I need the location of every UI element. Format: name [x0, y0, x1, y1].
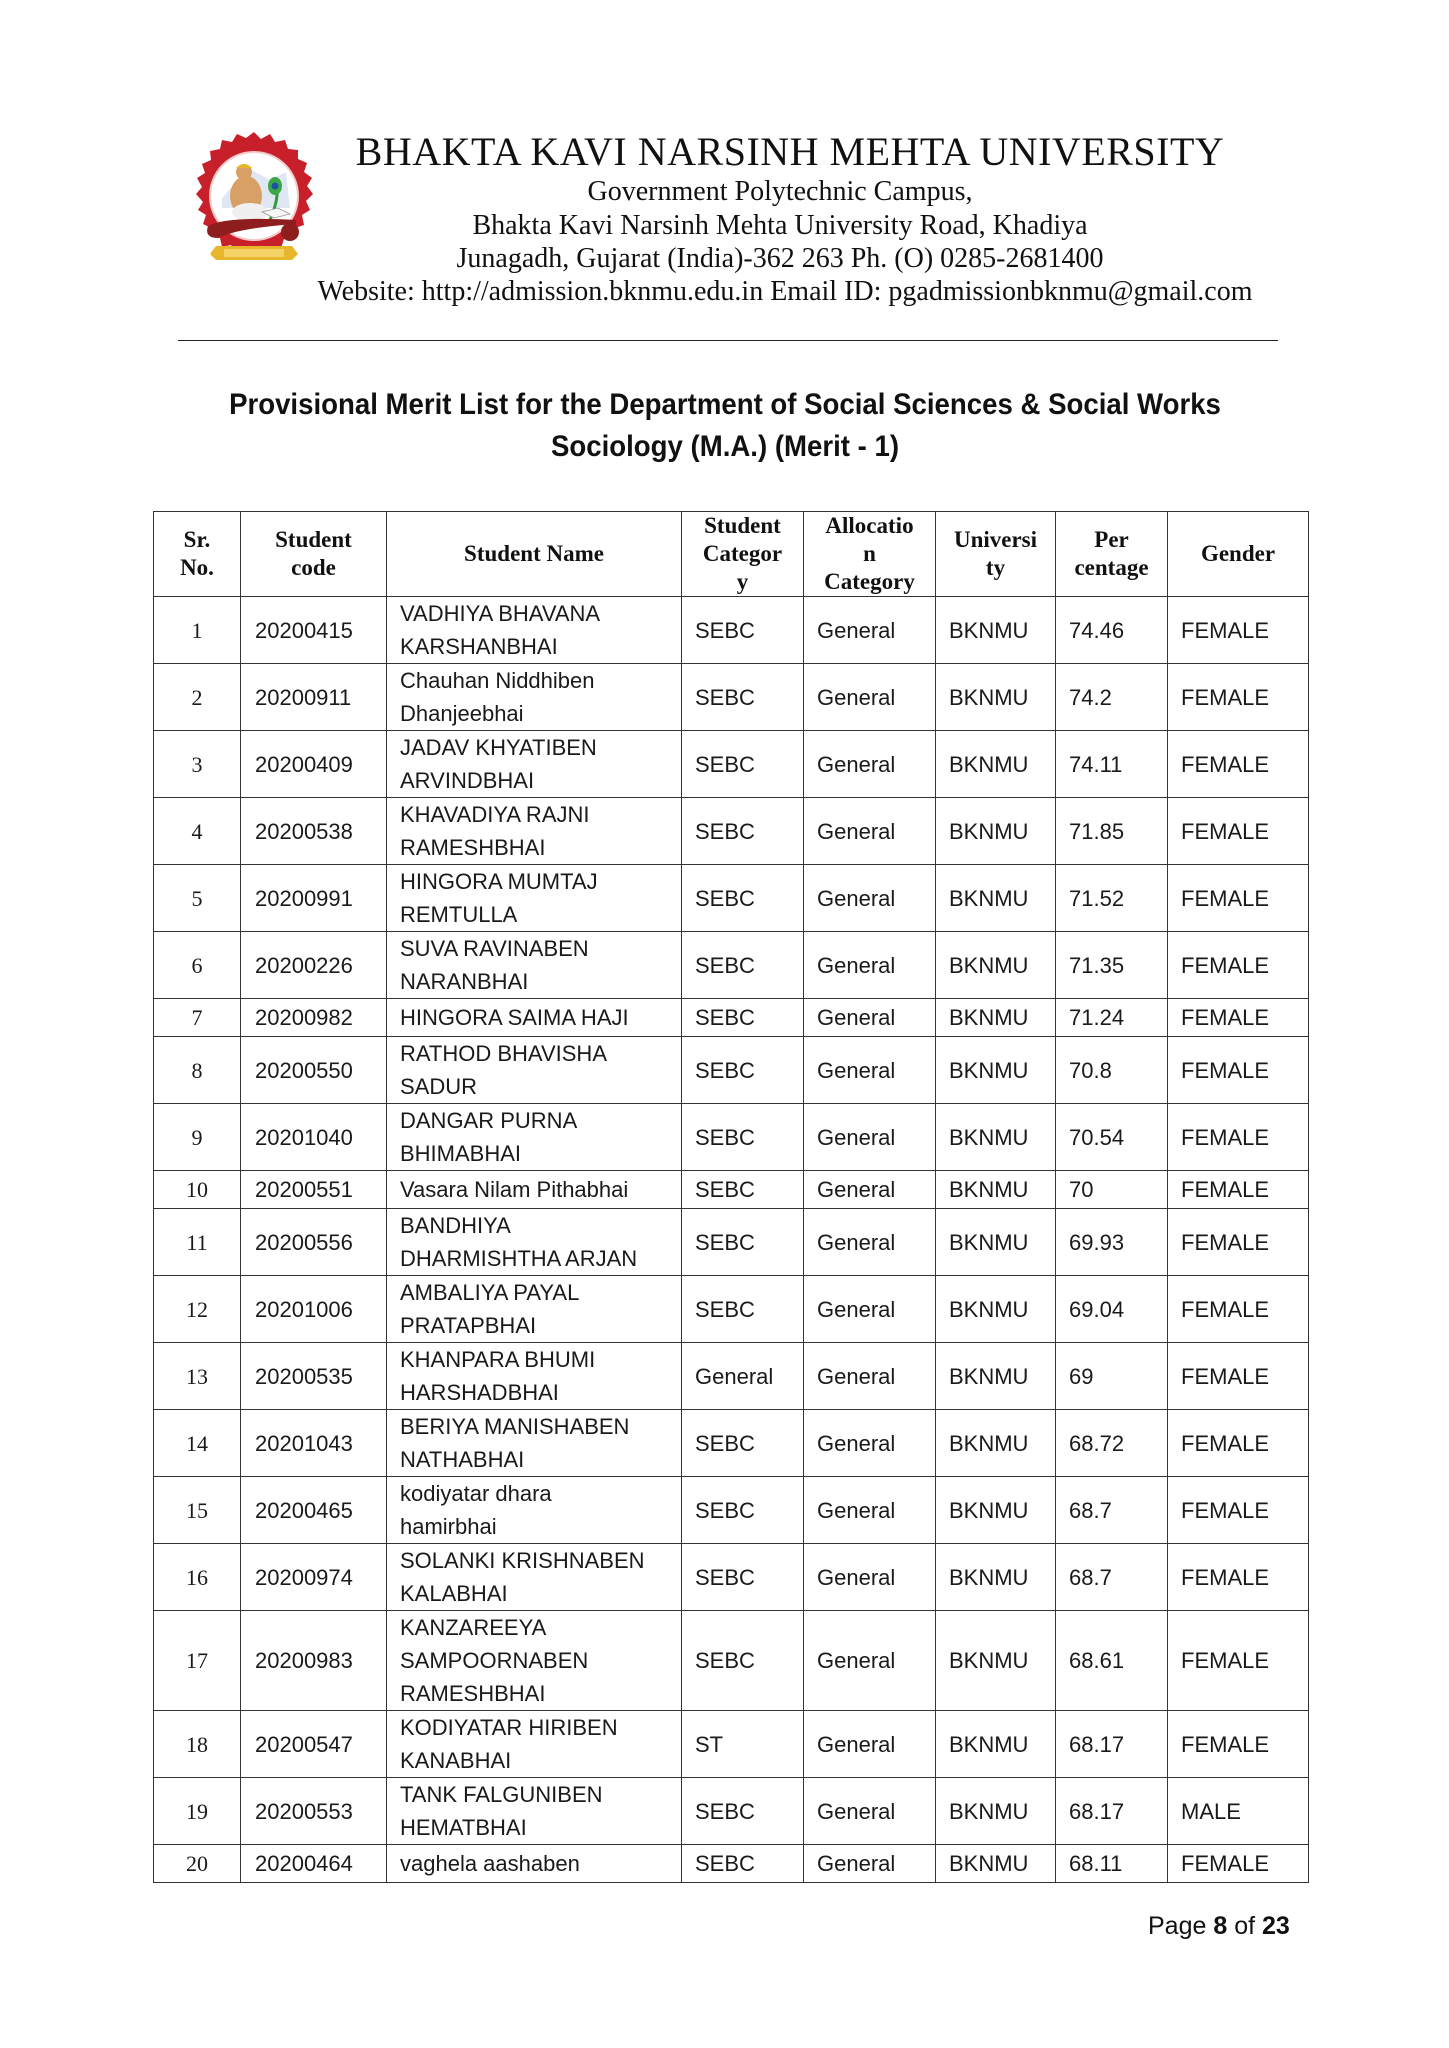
- allocation-category-cell: General: [804, 1343, 936, 1410]
- university-cell: BKNMU: [936, 1778, 1056, 1845]
- student-category-cell: SEBC: [682, 798, 804, 865]
- student-category-cell: SEBC: [682, 1544, 804, 1611]
- student-category-cell: SEBC: [682, 664, 804, 731]
- allocation-category-cell: General: [804, 1209, 936, 1276]
- merit-list-table: [153, 511, 1309, 1883]
- student-category-cell: SEBC: [682, 1104, 804, 1171]
- address-line-2: Bhakta Kavi Narsinh Mehta University Road, Khadiya: [472, 210, 1088, 241]
- student-name-line: ARVINDBHAI: [400, 768, 535, 793]
- gender-cell: FEMALE: [1168, 731, 1309, 798]
- sr-no-cell: 4: [154, 798, 241, 865]
- sr-no-cell: 5: [154, 865, 241, 932]
- university-cell: BKNMU: [936, 731, 1056, 798]
- allocation-category-cell: General: [804, 1544, 936, 1611]
- column-header-student-code: Student code: [241, 512, 387, 597]
- table-row: [154, 1037, 1309, 1104]
- percentage-cell: 74.2: [1056, 664, 1168, 731]
- table-row: [154, 1276, 1309, 1343]
- student-name-line: Chauhan Niddhiben: [400, 668, 595, 693]
- sr-no-cell: 12: [154, 1276, 241, 1343]
- student-name-cell: [387, 1611, 682, 1711]
- allocation-category-cell: General: [804, 865, 936, 932]
- sr-no-cell: 2: [154, 664, 241, 731]
- student-name-line: SADUR: [400, 1074, 478, 1099]
- student-name-line: Dhanjeebhai: [400, 701, 524, 726]
- total-pages: 23: [1262, 1912, 1290, 1940]
- allocation-category-cell: General: [804, 1477, 936, 1544]
- university-cell: BKNMU: [936, 597, 1056, 664]
- university-cell: BKNMU: [936, 1711, 1056, 1778]
- student-name-cell: [387, 1343, 682, 1410]
- gender-cell: FEMALE: [1168, 798, 1309, 865]
- university-cell: BKNMU: [936, 865, 1056, 932]
- student-category-cell: SEBC: [682, 1276, 804, 1343]
- student-name-line: NATHABHAI: [400, 1447, 525, 1472]
- university-cell: BKNMU: [936, 1276, 1056, 1343]
- student-name-line: HEMATBHAI: [400, 1815, 527, 1840]
- table-header-row: [154, 512, 1309, 597]
- address-line-3: Junagadh, Gujarat (India)-362 263 Ph. (O) 0285-2681400: [456, 243, 1104, 274]
- percentage-cell: 68.7: [1056, 1477, 1168, 1544]
- column-header-university: Universi ty: [936, 512, 1056, 597]
- student-name-line: KHANPARA BHUMI: [400, 1347, 596, 1372]
- gender-cell: FEMALE: [1168, 1037, 1309, 1104]
- gender-cell: FEMALE: [1168, 1343, 1309, 1410]
- table-row: [154, 1611, 1309, 1711]
- gender-cell: FEMALE: [1168, 1410, 1309, 1477]
- student-code-cell: 20201040: [241, 1104, 387, 1171]
- gender-cell: FEMALE: [1168, 1171, 1309, 1209]
- allocation-category-cell: General: [804, 1276, 936, 1343]
- student-code-cell: 20200535: [241, 1343, 387, 1410]
- column-header-gender: Gender: [1168, 512, 1309, 597]
- student-category-cell: SEBC: [682, 932, 804, 999]
- student-code-cell: 20200226: [241, 932, 387, 999]
- percentage-cell: 68.7: [1056, 1544, 1168, 1611]
- student-name-line: KHAVADIYA RAJNI: [400, 802, 590, 827]
- gender-cell: FEMALE: [1168, 1276, 1309, 1343]
- allocation-category-cell: General: [804, 999, 936, 1037]
- sr-no-cell: 7: [154, 999, 241, 1037]
- gender-cell: FEMALE: [1168, 1711, 1309, 1778]
- student-name-cell: [387, 1477, 682, 1544]
- student-name-cell: [387, 1778, 682, 1845]
- student-name-cell: [387, 932, 682, 999]
- student-name-line: HINGORA SAIMA HAJI: [400, 1005, 629, 1030]
- column-header-student-category: Student Categor y: [682, 512, 804, 597]
- address-line-1: Government Polytechnic Campus,: [587, 176, 973, 207]
- sr-no-cell: 1: [154, 597, 241, 664]
- student-name-line: BHIMABHAI: [400, 1141, 522, 1166]
- gender-cell: FEMALE: [1168, 932, 1309, 999]
- student-name-line: BANDHIYA: [400, 1213, 511, 1238]
- student-name-cell: [387, 1209, 682, 1276]
- table-row: [154, 1711, 1309, 1778]
- student-name-line: REMTULLA: [400, 902, 518, 927]
- student-name-cell: [387, 999, 682, 1037]
- student-name-cell: [387, 865, 682, 932]
- student-name-cell: [387, 1104, 682, 1171]
- sr-no-cell: 20: [154, 1845, 241, 1883]
- gender-cell: FEMALE: [1168, 597, 1309, 664]
- university-cell: BKNMU: [936, 1343, 1056, 1410]
- student-name-line: Vasara Nilam Pithabhai: [400, 1177, 629, 1202]
- student-name-line: RAMESHBHAI: [400, 835, 546, 860]
- student-name-cell: [387, 1711, 682, 1778]
- student-code-cell: 20201006: [241, 1276, 387, 1343]
- percentage-cell: 70.54: [1056, 1104, 1168, 1171]
- percentage-cell: 68.17: [1056, 1711, 1168, 1778]
- student-name-line: KODIYATAR HIRIBEN: [400, 1715, 618, 1740]
- student-name-line: kodiyatar dhara: [400, 1481, 552, 1506]
- sr-no-cell: 9: [154, 1104, 241, 1171]
- student-category-cell: SEBC: [682, 1477, 804, 1544]
- student-code-cell: 20200547: [241, 1711, 387, 1778]
- student-code-cell: 20200553: [241, 1778, 387, 1845]
- percentage-cell: 74.46: [1056, 597, 1168, 664]
- student-category-cell: SEBC: [682, 1037, 804, 1104]
- percentage-cell: 69.04: [1056, 1276, 1168, 1343]
- allocation-category-cell: General: [804, 1171, 936, 1209]
- student-code-cell: 20200974: [241, 1544, 387, 1611]
- student-name-line: KARSHANBHAI: [400, 634, 558, 659]
- student-category-cell: SEBC: [682, 731, 804, 798]
- student-code-cell: 20201043: [241, 1410, 387, 1477]
- table-row: [154, 1171, 1309, 1209]
- university-cell: BKNMU: [936, 1611, 1056, 1711]
- university-cell: BKNMU: [936, 1544, 1056, 1611]
- column-header-percentage: Per centage: [1056, 512, 1168, 597]
- student-name-cell: [387, 664, 682, 731]
- student-code-cell: 20200982: [241, 999, 387, 1037]
- sr-no-cell: 8: [154, 1037, 241, 1104]
- allocation-category-cell: General: [804, 731, 936, 798]
- percentage-cell: 68.72: [1056, 1410, 1168, 1477]
- sr-no-cell: 17: [154, 1611, 241, 1711]
- student-name-line: KALABHAI: [400, 1581, 508, 1606]
- percentage-cell: 69: [1056, 1343, 1168, 1410]
- contact-line: Website: http://admission.bknmu.edu.in Email ID: pgadmissionbknmu@gmail.com: [317, 276, 1253, 307]
- student-name-line: HARSHADBHAI: [400, 1380, 559, 1405]
- student-code-cell: 20200551: [241, 1171, 387, 1209]
- student-category-cell: SEBC: [682, 865, 804, 932]
- student-category-cell: General: [682, 1343, 804, 1410]
- student-name-line: AMBALIYA PAYAL: [400, 1280, 580, 1305]
- table-row: [154, 731, 1309, 798]
- percentage-cell: 69.93: [1056, 1209, 1168, 1276]
- university-cell: BKNMU: [936, 1104, 1056, 1171]
- percentage-cell: 68.17: [1056, 1778, 1168, 1845]
- gender-cell: FEMALE: [1168, 1611, 1309, 1711]
- percentage-cell: 70: [1056, 1171, 1168, 1209]
- student-category-cell: SEBC: [682, 1171, 804, 1209]
- table-row: [154, 1477, 1309, 1544]
- student-name-line: JADAV KHYATIBEN: [400, 735, 597, 760]
- student-name-line: DANGAR PURNA: [400, 1108, 578, 1133]
- student-name-line: BERIYA MANISHABEN: [400, 1414, 630, 1439]
- university-cell: BKNMU: [936, 1477, 1056, 1544]
- table-row: [154, 1410, 1309, 1477]
- student-code-cell: 20200415: [241, 597, 387, 664]
- table-row: [154, 1778, 1309, 1845]
- student-name-line: vaghela aashaben: [400, 1851, 580, 1876]
- university-cell: BKNMU: [936, 664, 1056, 731]
- student-category-cell: SEBC: [682, 597, 804, 664]
- student-name-cell: [387, 731, 682, 798]
- student-code-cell: 20200538: [241, 798, 387, 865]
- gender-cell: FEMALE: [1168, 865, 1309, 932]
- svg-text:JUNAGADH: JUNAGADH: [235, 232, 269, 238]
- gender-cell: FEMALE: [1168, 1544, 1309, 1611]
- student-name-cell: [387, 1845, 682, 1883]
- student-name-line: SOLANKI KRISHNABEN: [400, 1548, 645, 1573]
- gender-cell: FEMALE: [1168, 1477, 1309, 1544]
- column-header-allocation-category: Allocatio n Category: [804, 512, 936, 597]
- sr-no-cell: 14: [154, 1410, 241, 1477]
- sr-no-cell: 19: [154, 1778, 241, 1845]
- student-category-cell: SEBC: [682, 1845, 804, 1883]
- student-name-cell: [387, 1171, 682, 1209]
- student-name-line: SAMPOORNABEN: [400, 1648, 589, 1673]
- student-code-cell: 20200409: [241, 731, 387, 798]
- student-name-line: NARANBHAI: [400, 969, 529, 994]
- student-code-cell: 20200464: [241, 1845, 387, 1883]
- student-name-cell: [387, 597, 682, 664]
- student-name-line: RAMESHBHAI: [400, 1681, 546, 1706]
- current-page: 8: [1213, 1912, 1228, 1940]
- percentage-cell: 71.35: [1056, 932, 1168, 999]
- percentage-cell: 71.85: [1056, 798, 1168, 865]
- percentage-cell: 68.11: [1056, 1845, 1168, 1883]
- gender-cell: MALE: [1168, 1778, 1309, 1845]
- allocation-category-cell: General: [804, 798, 936, 865]
- page-title: Provisional Merit List for the Department of Social Sciences & Social Works: [229, 388, 1221, 421]
- allocation-category-cell: General: [804, 1711, 936, 1778]
- student-name-cell: [387, 798, 682, 865]
- sr-no-cell: 11: [154, 1209, 241, 1276]
- gender-cell: FEMALE: [1168, 999, 1309, 1037]
- table-row: [154, 999, 1309, 1037]
- sr-no-cell: 3: [154, 731, 241, 798]
- student-name-line: KANABHAI: [400, 1748, 512, 1773]
- page-number: Page 8 of 23: [1148, 1912, 1290, 1940]
- column-header-sr-no: Sr. No.: [154, 512, 241, 597]
- student-name-line: KANZAREEYA: [400, 1615, 547, 1640]
- student-name-cell: [387, 1276, 682, 1343]
- percentage-cell: 71.24: [1056, 999, 1168, 1037]
- table-row: [154, 1343, 1309, 1410]
- allocation-category-cell: General: [804, 1845, 936, 1883]
- table-row: [154, 664, 1309, 731]
- sr-no-cell: 16: [154, 1544, 241, 1611]
- allocation-category-cell: General: [804, 932, 936, 999]
- student-code-cell: 20200983: [241, 1611, 387, 1711]
- student-code-cell: 20200465: [241, 1477, 387, 1544]
- table-body: [154, 597, 1309, 1883]
- student-name-line: RATHOD BHAVISHA: [400, 1041, 607, 1066]
- allocation-category-cell: General: [804, 1037, 936, 1104]
- allocation-category-cell: General: [804, 597, 936, 664]
- student-name-cell: [387, 1410, 682, 1477]
- allocation-category-cell: General: [804, 1778, 936, 1845]
- student-name-line: SUVA RAVINABEN: [400, 936, 589, 961]
- table-row: [154, 597, 1309, 664]
- student-name-line: PRATAPBHAI: [400, 1313, 537, 1338]
- student-name-line: VADHIYA BHAVANA: [400, 601, 601, 626]
- student-category-cell: SEBC: [682, 1410, 804, 1477]
- percentage-cell: 74.11: [1056, 731, 1168, 798]
- student-category-cell: SEBC: [682, 999, 804, 1037]
- university-cell: BKNMU: [936, 1410, 1056, 1477]
- student-code-cell: 20200556: [241, 1209, 387, 1276]
- student-name-line: HINGORA MUMTAJ: [400, 869, 598, 894]
- sr-no-cell: 18: [154, 1711, 241, 1778]
- student-name-cell: [387, 1037, 682, 1104]
- university-cell: BKNMU: [936, 1171, 1056, 1209]
- allocation-category-cell: General: [804, 1104, 936, 1171]
- student-name-line: TANK FALGUNIBEN: [400, 1782, 603, 1807]
- gender-cell: FEMALE: [1168, 664, 1309, 731]
- table-row: [154, 1845, 1309, 1883]
- student-code-cell: 20200550: [241, 1037, 387, 1104]
- percentage-cell: 68.61: [1056, 1611, 1168, 1711]
- table-row: [154, 865, 1309, 932]
- gender-cell: FEMALE: [1168, 1845, 1309, 1883]
- table-row: [154, 798, 1309, 865]
- university-cell: BKNMU: [936, 798, 1056, 865]
- table-row: [154, 1544, 1309, 1611]
- university-cell: BKNMU: [936, 1845, 1056, 1883]
- sr-no-cell: 13: [154, 1343, 241, 1410]
- table-row: [154, 1209, 1309, 1276]
- university-cell: BKNMU: [936, 999, 1056, 1037]
- gender-cell: FEMALE: [1168, 1104, 1309, 1171]
- sr-no-cell: 15: [154, 1477, 241, 1544]
- university-name: BHAKTA KAVI NARSINH MEHTA UNIVERSITY: [355, 129, 1225, 174]
- column-header-student-name: Student Name: [387, 512, 682, 597]
- student-category-cell: SEBC: [682, 1778, 804, 1845]
- student-code-cell: 20200991: [241, 865, 387, 932]
- table-row: [154, 932, 1309, 999]
- percentage-cell: 71.52: [1056, 865, 1168, 932]
- sr-no-cell: 10: [154, 1171, 241, 1209]
- allocation-category-cell: General: [804, 664, 936, 731]
- student-name-cell: [387, 1544, 682, 1611]
- university-cell: BKNMU: [936, 1209, 1056, 1276]
- university-cell: BKNMU: [936, 932, 1056, 999]
- allocation-category-cell: General: [804, 1410, 936, 1477]
- student-code-cell: 20200911: [241, 664, 387, 731]
- student-category-cell: SEBC: [682, 1611, 804, 1711]
- table-row: [154, 1104, 1309, 1171]
- student-name-line: hamirbhai: [400, 1514, 497, 1539]
- gender-cell: FEMALE: [1168, 1209, 1309, 1276]
- university-cell: BKNMU: [936, 1037, 1056, 1104]
- page-subtitle: Sociology (M.A.) (Merit - 1): [550, 430, 900, 463]
- header-divider: [178, 340, 1278, 341]
- allocation-category-cell: General: [804, 1611, 936, 1711]
- percentage-cell: 70.8: [1056, 1037, 1168, 1104]
- student-name-line: DHARMISHTHA ARJAN: [400, 1246, 638, 1271]
- student-category-cell: ST: [682, 1711, 804, 1778]
- student-category-cell: SEBC: [682, 1209, 804, 1276]
- sr-no-cell: 6: [154, 932, 241, 999]
